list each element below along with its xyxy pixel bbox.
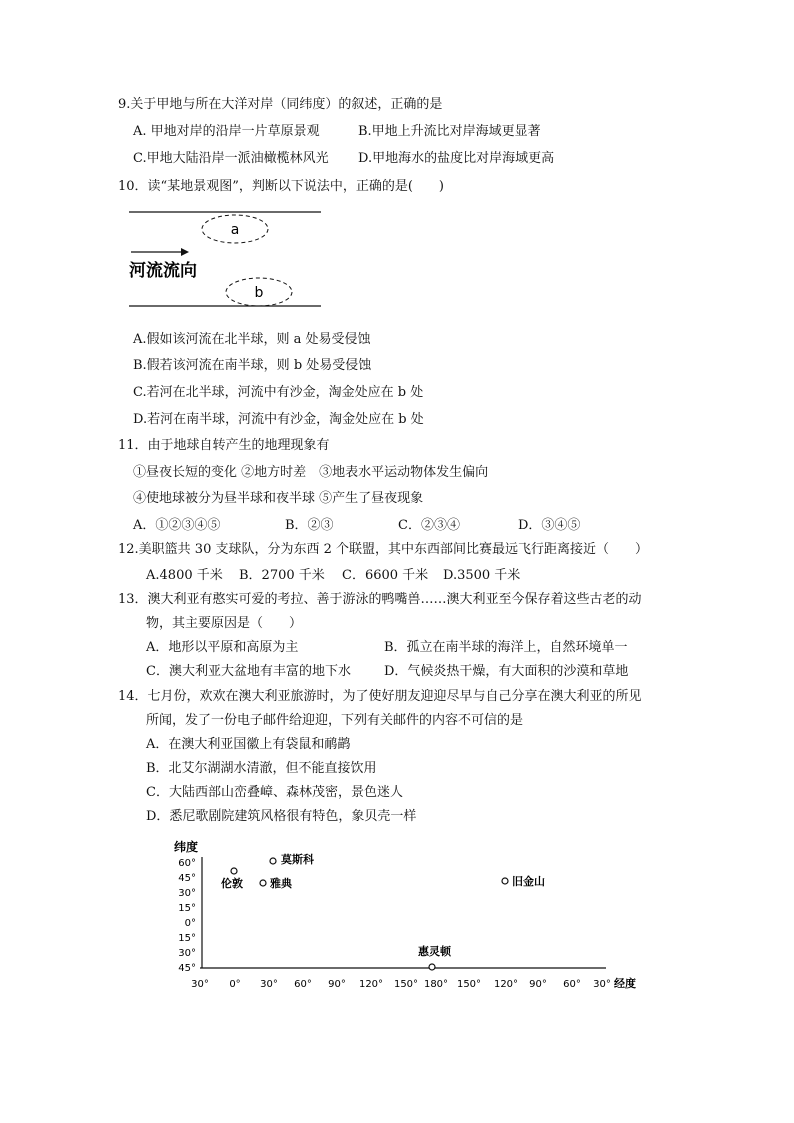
y-tick-label: 15° [178, 933, 196, 944]
q13-stem-line2: 物，其主要原因是（ ） [146, 616, 303, 631]
q10-option-c[interactable]: C.若河在北半球，河流中有沙金，淘金处应在 b 处 [133, 385, 424, 400]
flow-arrow-head [181, 248, 189, 256]
q14-option-a[interactable]: A．在澳大利亚国徽上有袋鼠和鸸鹋 [146, 737, 351, 752]
q10-stem: 10．读“某地景观图”，判断以下说法中，正确的是( ) [118, 179, 444, 194]
q12-stem: 12.美职篮共 30 支球队，分为东西 2 个联盟，其中东西部间比赛最远飞行距离接近（ ） [118, 542, 649, 557]
x-tick-label: 30° [191, 979, 209, 990]
x-tick-label: 120° [358, 979, 384, 990]
x-tick-label: 60° [294, 979, 312, 990]
q12-option-b[interactable]: B．2700 千米 [239, 568, 325, 583]
q13-option-a[interactable]: A．地形以平原和高原为主 [146, 640, 299, 655]
q10-option-a[interactable]: A.假如该河流在北半球，则 a 处易受侵蚀 [133, 332, 371, 347]
q12-option-d[interactable]: D.3500 千米 [443, 568, 521, 583]
x-axis-title: 经度 [614, 977, 636, 990]
q11-items-line1: ①昼夜长短的变化 ②地方时差 ③地表水平运动物体发生偏向 [133, 465, 489, 480]
y-tick-label: 45° [178, 963, 196, 974]
q11-option-c[interactable]: C．②③④ [398, 518, 460, 533]
q9-option-a[interactable]: A. 甲地对岸的沿岸一片草原景观 [133, 124, 320, 139]
athens-label: 雅典 [270, 877, 292, 890]
x-tick-label: 0° [229, 979, 241, 990]
x-tick-label: 90° [328, 979, 346, 990]
x-tick-label: 90° [529, 979, 547, 990]
athens-marker [260, 880, 266, 886]
q12-option-a[interactable]: A.4800 千米 [146, 568, 223, 583]
x-tick-label: 30° [260, 979, 278, 990]
q14-stem-line2: 所闻，发了一份电子邮件给迎迎，下列有关邮件的内容不可信的是 [146, 713, 524, 728]
london-label: 伦敦 [221, 877, 243, 890]
q14-option-b[interactable]: B．北艾尔湖湖水清澈，但不能直接饮用 [146, 761, 377, 776]
q11-option-d[interactable]: D．③④⑤ [518, 518, 581, 533]
q9-option-c[interactable]: C.甲地大陆沿岸一派油橄榄林风光 [133, 151, 329, 166]
point-b-label: b [254, 285, 264, 301]
y-tick-label: 15° [178, 903, 196, 914]
q14-option-d[interactable]: D．悉尼歌剧院建筑风格很有特色，象贝壳一样 [146, 809, 417, 824]
latitude-longitude-city-map [170, 835, 650, 995]
river-landscape-figure [125, 205, 325, 313]
q11-stem: 11．由于地球自转产生的地理现象有 [118, 438, 330, 453]
x-tick-label: 120° [493, 979, 519, 990]
q13-option-b[interactable]: B．孤立在南半球的海洋上，自然环境单一 [384, 640, 628, 655]
london-marker [231, 868, 237, 874]
y-tick-label: 0° [184, 918, 196, 929]
q9-option-d[interactable]: D.甲地海水的盐度比对岸海域更高 [358, 151, 555, 166]
point-a-label: a [230, 222, 240, 238]
q11-option-a[interactable]: A．①②③④⑤ [133, 518, 221, 533]
wellington-marker [429, 964, 435, 970]
flow-direction-label: 河流流向 [129, 261, 197, 281]
y-tick-label: 60° [178, 858, 196, 869]
q10-option-b[interactable]: B.假若该河流在南半球，则 b 处易受侵蚀 [133, 358, 372, 373]
x-tick-label: 150° [456, 979, 482, 990]
q12-option-c[interactable]: C．6600 千米 [342, 568, 429, 583]
q11-option-b[interactable]: B．②③ [285, 518, 334, 533]
q14-option-c[interactable]: C．大陆西部山峦叠嶂、森林茂密，景色迷人 [146, 785, 403, 800]
san-francisco-label: 旧金山 [512, 875, 545, 888]
moscow-label: 莫斯科 [281, 853, 314, 866]
q11-items-line2: ④使地球被分为昼半球和夜半球 ⑤产生了昼夜现象 [133, 491, 424, 506]
q9-stem: 9.关于甲地与所在大洋对岸（同纬度）的叙述，正确的是 [118, 97, 443, 112]
y-tick-label: 30° [178, 948, 196, 959]
san-francisco-marker [502, 878, 508, 884]
q13-option-d[interactable]: D．气候炎热干燥，有大面积的沙漠和草地 [384, 664, 629, 679]
y-tick-label: 30° [178, 888, 196, 899]
q10-option-d[interactable]: D.若河在南半球，河流中有沙金，淘金处应在 b 处 [133, 412, 424, 427]
wellington-label: 惠灵顿 [418, 945, 451, 958]
q14-stem-line1: 14．七月份，欢欢在澳大利亚旅游时，为了使好朋友迎迎尽早与自己分享在澳大利亚的所见 [118, 689, 642, 704]
x-tick-label: 150° [393, 979, 419, 990]
q13-option-c[interactable]: C．澳大利亚大盆地有丰富的地下水 [146, 664, 351, 679]
x-tick-label: 30° [593, 979, 611, 990]
y-axis-title: 纬度 [174, 840, 199, 854]
x-tick-label: 180° [423, 979, 449, 990]
y-tick-label: 45° [178, 873, 196, 884]
x-tick-label: 60° [563, 979, 581, 990]
moscow-marker [270, 858, 276, 864]
q9-option-b[interactable]: B.甲地上升流比对岸海域更显著 [358, 124, 541, 139]
q13-stem-line1: 13．澳大利亚有憨实可爱的考拉、善于游泳的鸭嘴兽……澳大利亚至今保存着这些古老的动 [118, 592, 642, 607]
